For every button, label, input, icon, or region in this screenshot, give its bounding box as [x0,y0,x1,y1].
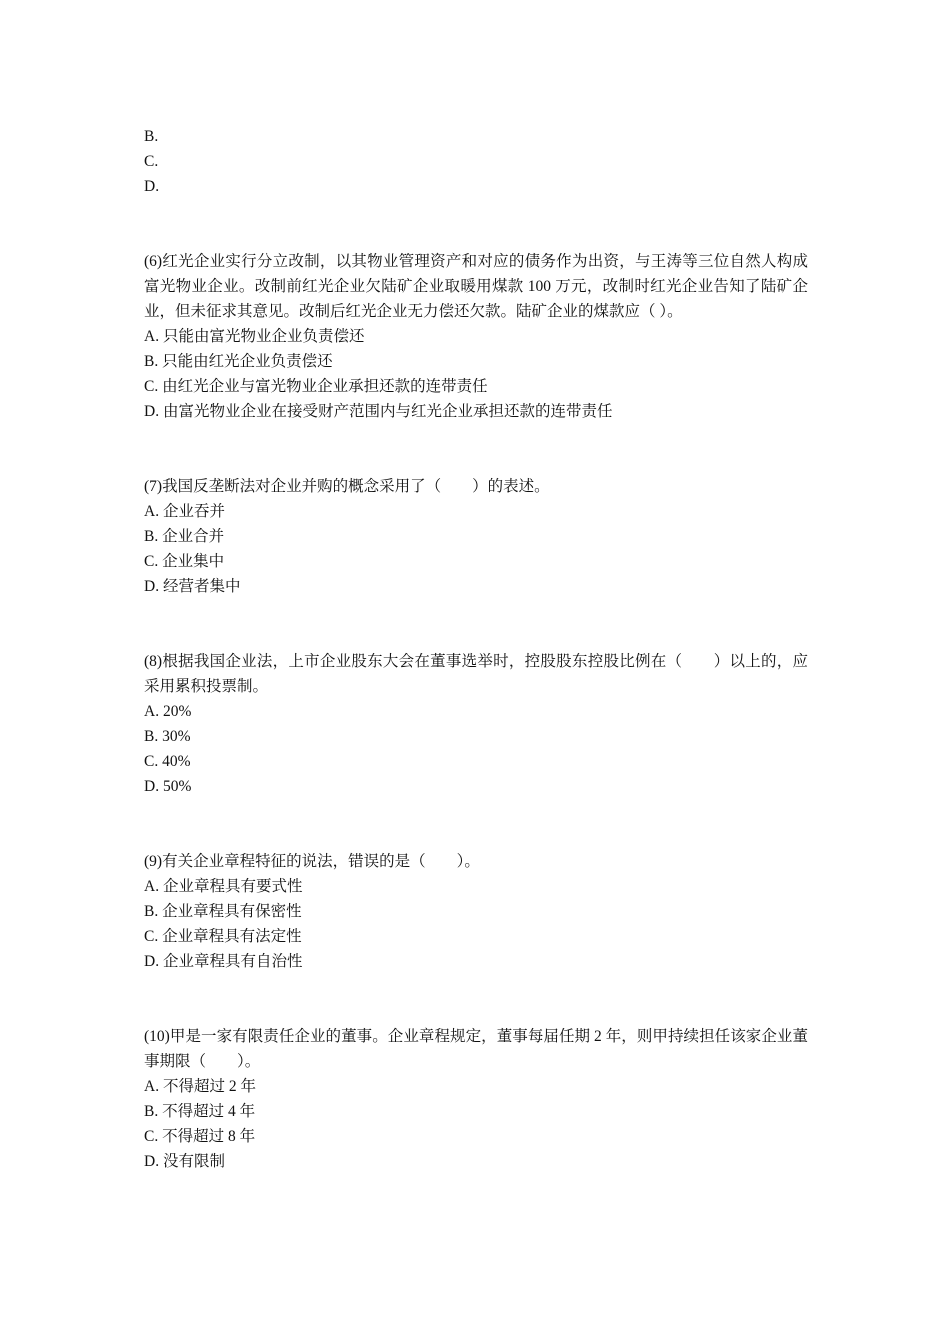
option-line: D. 50% [144,778,192,795]
option-line: A. 企业章程具有要式性 [144,878,303,895]
option-line: C. 40% [144,753,191,770]
spacer [144,424,808,474]
question-10 [144,1024,808,1174]
question-7 [144,474,808,599]
option-line: A. 只能由富光物业企业负责偿还 [144,328,365,345]
option-line: D. [144,178,160,195]
question-stem: (8)根据我国企业法，上市企业股东大会在董事选举时，控股股东控股比例在（ ）以上的，应采用累积投票制。 [144,653,808,695]
question-8 [144,649,808,799]
option-line: B. 只能由红光企业负责偿还 [144,353,333,370]
option-line: C. 由红光企业与富光物业企业承担还款的连带责任 [144,378,488,395]
option-line: B. 不得超过 4 年 [144,1103,256,1120]
option-line: C. 不得超过 8 年 [144,1128,256,1145]
option-line: D. 经营者集中 [144,578,241,595]
question-stem: (7)我国反垄断法对企业并购的概念采用了（ ）的表述。 [144,478,550,495]
option-line: B. [144,128,159,145]
option-line: D. 企业章程具有自治性 [144,953,303,970]
option-line: A. 20% [144,703,192,720]
option-line: A. 不得超过 2 年 [144,1078,256,1095]
option-line: A. 企业吞并 [144,503,225,520]
option-line: B. 30% [144,728,191,745]
document-content [144,124,808,1174]
option-line: B. 企业章程具有保密性 [144,903,302,920]
option-line: B. 企业合并 [144,528,225,545]
option-line: C. 企业集中 [144,553,225,570]
question-9 [144,849,808,974]
question-stem: (10)甲是一家有限责任企业的董事。企业章程规定，董事每届任期 2 年，则甲持续担任该家企业董事期限（ ）。 [144,1028,808,1070]
question-stem: (9)有关企业章程特征的说法，错误的是（ ）。 [144,853,480,870]
option-line: D. 没有限制 [144,1153,225,1170]
option-line: C. [144,153,159,170]
option-line: D. 由富光物业企业在接受财产范围内与红光企业承担还款的连带责任 [144,403,613,420]
spacer [144,799,808,849]
spacer [144,599,808,649]
option-line: C. 企业章程具有法定性 [144,928,302,945]
spacer [144,199,808,249]
question-stem: (6)红光企业实行分立改制，以其物业管理资产和对应的债务作为出资，与王涛等三位自然人构成富光物业企业。改制前红光企业欠陆矿企业取暖用煤款 100 万元，改制时红光企业告知了陆矿企业，但未征求其意见。改制后红光企业无力偿还欠款。陆矿企业的煤款应（ ）。 [144,253,808,320]
spacer [144,974,808,1024]
leading-options [144,124,808,199]
question-6 [144,249,808,424]
